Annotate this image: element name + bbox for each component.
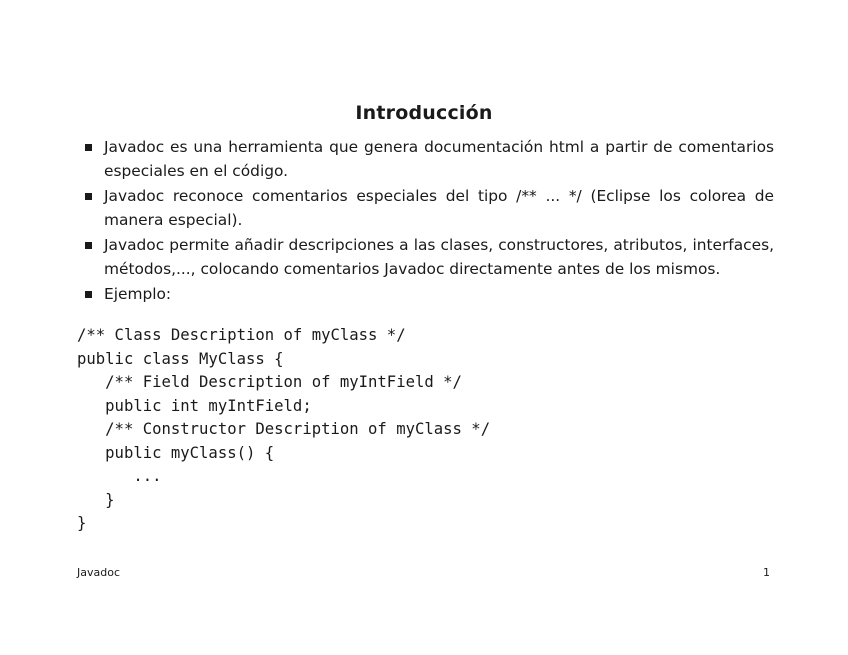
square-bullet-icon (85, 291, 92, 298)
code-line: } (77, 514, 87, 532)
code-line: public int myIntField; (77, 396, 312, 415)
bullet-item (84, 283, 774, 307)
code-line: public class MyClass { (77, 349, 284, 368)
slide-title: Introducción (355, 102, 493, 124)
bullet-item (84, 234, 774, 281)
bullet-text: Javadoc reconoce comentarios especiales del tipo /** ... */ (Eclipse los colorea de manera especial). (104, 187, 774, 229)
square-bullet-icon (85, 242, 92, 249)
bullet-item (84, 136, 774, 183)
code-example (77, 324, 490, 536)
code-line: /** Field Description of myIntField */ (77, 373, 462, 391)
bullet-item (84, 185, 774, 232)
bullet-text: Ejemplo: (104, 285, 172, 303)
code-line: ... (77, 467, 162, 485)
square-bullet-icon (85, 144, 92, 151)
code-line: public myClass() { (77, 443, 275, 462)
code-line: /** Constructor Description of myClass */ (77, 420, 491, 438)
square-bullet-icon (85, 193, 92, 200)
code-line: /** Class Description of myClass */ (77, 326, 406, 344)
bullet-text: Javadoc permite añadir descripciones a las clases, constructores, atributos, interfaces, métodos,..., colocando comentarios Javadoc directamente antes de los mismos. (104, 236, 774, 278)
code-line: } (77, 490, 115, 509)
page-number: 1 (763, 566, 770, 579)
bullet-list (84, 136, 774, 309)
bullet-text: Javadoc es una herramienta que genera documentación html a partir de comentarios especiales en el código. (104, 138, 774, 180)
footer-title: Javadoc (77, 566, 120, 579)
